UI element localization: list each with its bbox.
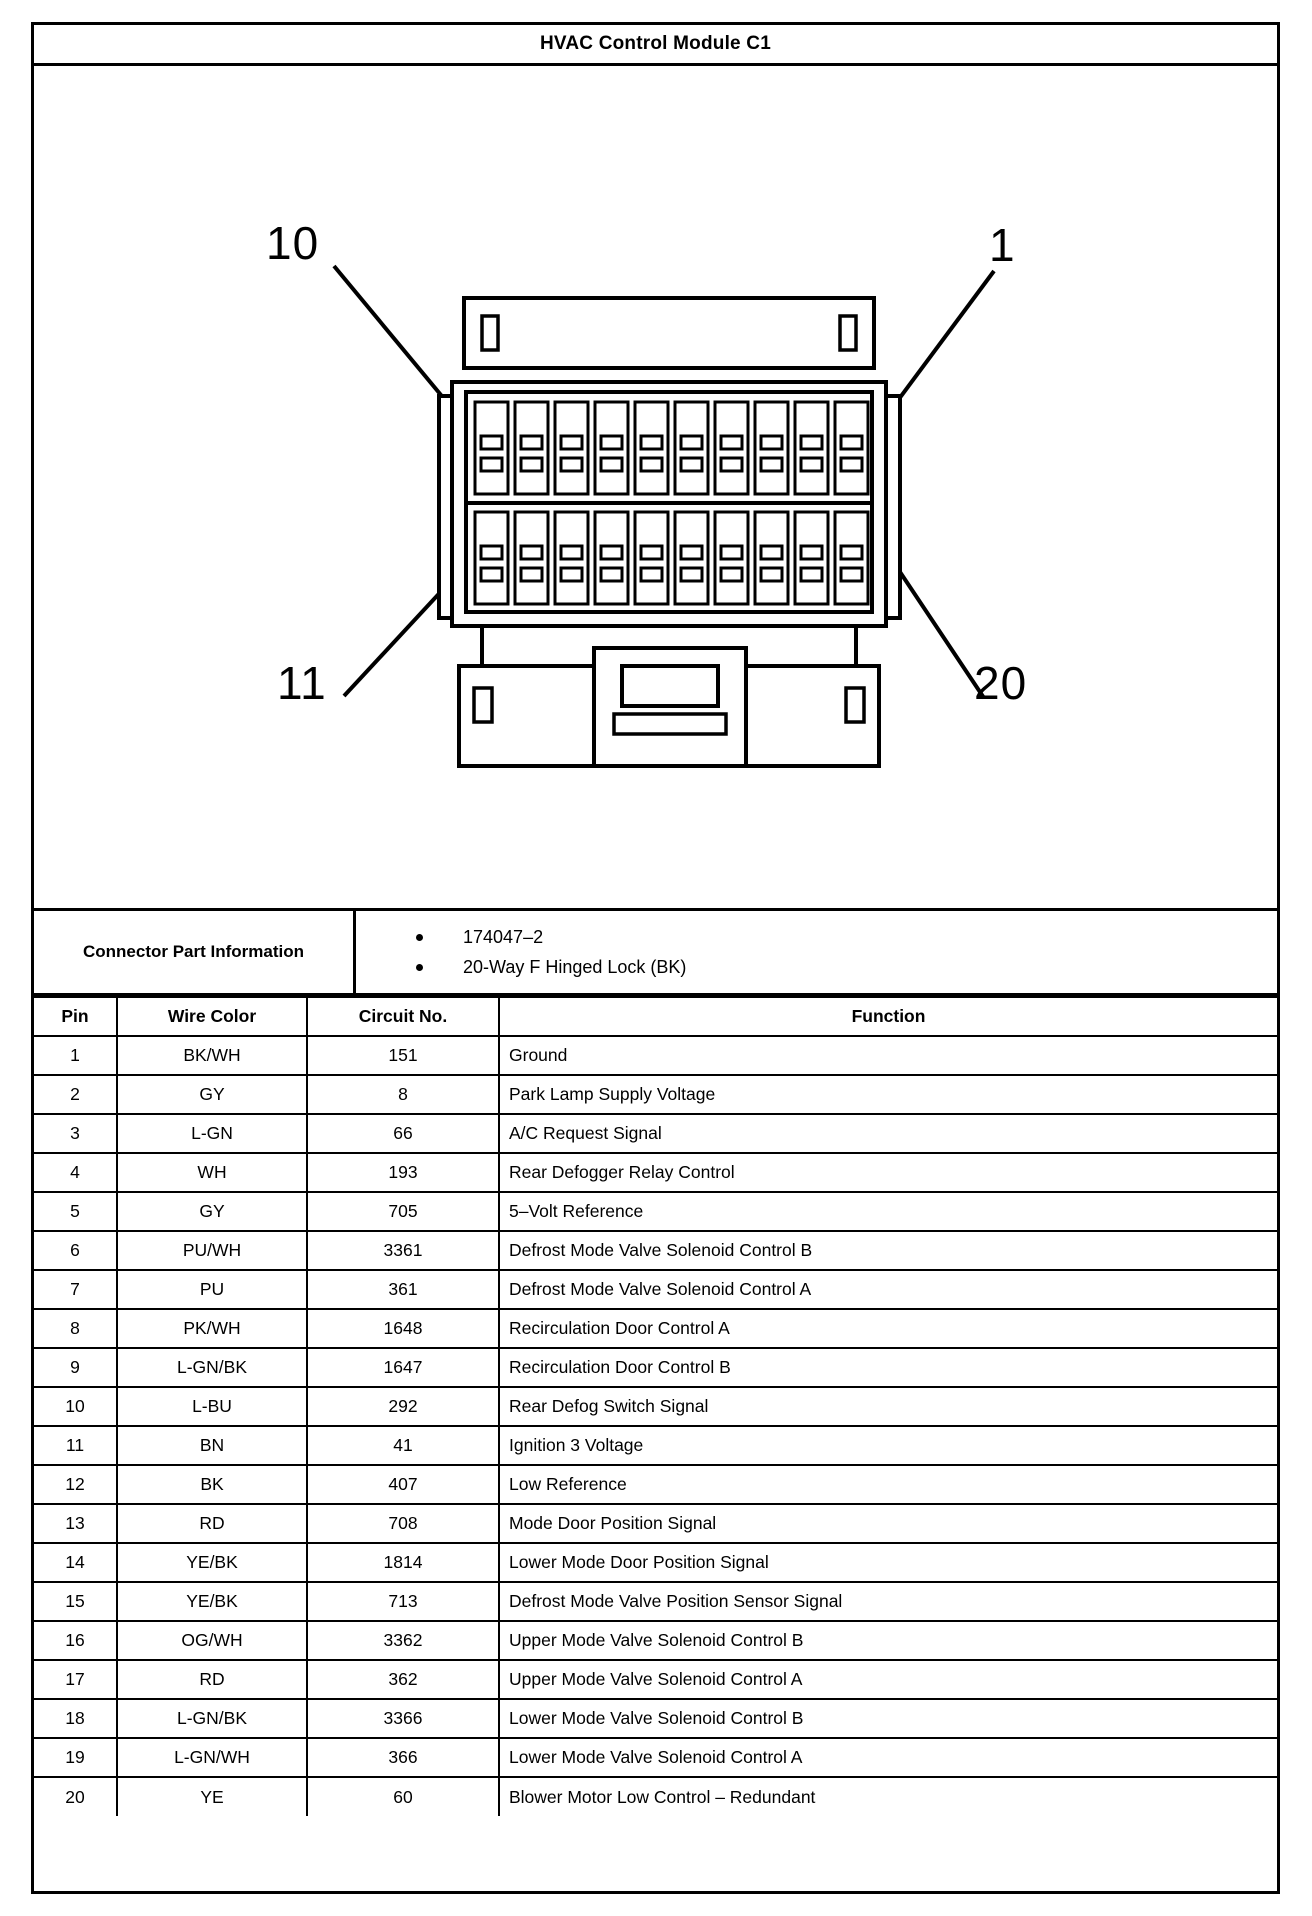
cell-function: Defrost Mode Valve Solenoid Control B (499, 1231, 1277, 1270)
cell-function: A/C Request Signal (499, 1114, 1277, 1153)
cell-function: Blower Motor Low Control – Redundant (499, 1777, 1277, 1816)
bullet-icon (416, 964, 423, 971)
cell-wire-color: PU (117, 1270, 307, 1309)
cell-function: Low Reference (499, 1465, 1277, 1504)
cell-function: Lower Mode Valve Solenoid Control B (499, 1699, 1277, 1738)
cell-function: Lower Mode Valve Solenoid Control A (499, 1738, 1277, 1777)
cell-circuit: 3362 (307, 1621, 499, 1660)
connector-part-information-list (356, 911, 1277, 993)
cell-wire-color: PU/WH (117, 1231, 307, 1270)
cell-circuit: 66 (307, 1114, 499, 1153)
table-row (34, 1543, 1277, 1582)
cell-pin: 1 (34, 1036, 117, 1075)
cell-function: Mode Door Position Signal (499, 1504, 1277, 1543)
cell-wire-color: BN (117, 1426, 307, 1465)
table-row (34, 1192, 1277, 1231)
column-header-wire-color: Wire Color (117, 997, 307, 1036)
cell-wire-color: WH (117, 1153, 307, 1192)
page-title-text: HVAC Control Module C1 (540, 33, 771, 54)
cell-pin: 2 (34, 1075, 117, 1114)
callout-pin-11: 11 (277, 657, 327, 709)
cell-circuit: 713 (307, 1582, 499, 1621)
cell-function: Ground (499, 1036, 1277, 1075)
cell-wire-color: RD (117, 1504, 307, 1543)
cell-circuit: 361 (307, 1270, 499, 1309)
cell-pin: 19 (34, 1738, 117, 1777)
cell-circuit: 8 (307, 1075, 499, 1114)
cell-circuit: 407 (307, 1465, 499, 1504)
cell-pin: 4 (34, 1153, 117, 1192)
callout-pin-10: 10 (266, 217, 320, 269)
cell-function: Rear Defogger Relay Control (499, 1153, 1277, 1192)
cell-circuit: 362 (307, 1660, 499, 1699)
cell-pin: 13 (34, 1504, 117, 1543)
table-row (34, 1387, 1277, 1426)
cell-wire-color: YE (117, 1777, 307, 1816)
table-row (34, 1504, 1277, 1543)
cell-circuit: 60 (307, 1777, 499, 1816)
column-header-function: Function (499, 997, 1277, 1036)
cell-wire-color: L-BU (117, 1387, 307, 1426)
cell-wire-color: L-GN (117, 1114, 307, 1153)
part-number-text: 174047–2 (463, 927, 544, 947)
cell-pin: 6 (34, 1231, 117, 1270)
cell-wire-color: L-GN/BK (117, 1348, 307, 1387)
table-row (34, 1348, 1277, 1387)
connector-part-information-label: Connector Part Information (34, 911, 356, 993)
cell-wire-color: GY (117, 1075, 307, 1114)
cell-pin: 8 (34, 1309, 117, 1348)
callout-pin-20: 20 (974, 657, 1028, 709)
connector-part-information (34, 911, 1277, 996)
cell-pin: 9 (34, 1348, 117, 1387)
cell-function: Rear Defog Switch Signal (499, 1387, 1277, 1426)
list-item (416, 952, 1277, 982)
cell-function: Park Lamp Supply Voltage (499, 1075, 1277, 1114)
cell-pin: 16 (34, 1621, 117, 1660)
cell-wire-color: BK (117, 1465, 307, 1504)
cell-circuit: 1647 (307, 1348, 499, 1387)
cell-function: Upper Mode Valve Solenoid Control B (499, 1621, 1277, 1660)
table-row (34, 1075, 1277, 1114)
cell-circuit: 1648 (307, 1309, 499, 1348)
cell-wire-color: L-GN/BK (117, 1699, 307, 1738)
cell-circuit: 292 (307, 1387, 499, 1426)
cell-pin: 20 (34, 1777, 117, 1816)
cell-pin: 17 (34, 1660, 117, 1699)
cell-pin: 12 (34, 1465, 117, 1504)
cell-wire-color: BK/WH (117, 1036, 307, 1075)
column-header-pin: Pin (34, 997, 117, 1036)
table-row (34, 1621, 1277, 1660)
cell-wire-color: GY (117, 1192, 307, 1231)
cell-wire-color: OG/WH (117, 1621, 307, 1660)
connector-drawing (34, 66, 1277, 908)
pin-table (34, 996, 1277, 1816)
table-row (34, 1231, 1277, 1270)
cell-circuit: 151 (307, 1036, 499, 1075)
column-header-circuit-no: Circuit No. (307, 997, 499, 1036)
table-header-row (34, 997, 1277, 1036)
diagram-sheet (31, 22, 1280, 1894)
callout-pin-1: 1 (989, 219, 1016, 271)
cell-function: Recirculation Door Control A (499, 1309, 1277, 1348)
part-description-text: 20-Way F Hinged Lock (BK) (463, 957, 687, 977)
cell-function: Recirculation Door Control B (499, 1348, 1277, 1387)
cell-function: Lower Mode Door Position Signal (499, 1543, 1277, 1582)
table-row (34, 1153, 1277, 1192)
cell-circuit: 193 (307, 1153, 499, 1192)
cell-wire-color: L-GN/WH (117, 1738, 307, 1777)
table-row (34, 1738, 1277, 1777)
table-row (34, 1582, 1277, 1621)
cell-circuit: 1814 (307, 1543, 499, 1582)
cell-wire-color: YE/BK (117, 1543, 307, 1582)
page-title (34, 25, 1277, 66)
table-row (34, 1699, 1277, 1738)
cell-circuit: 41 (307, 1426, 499, 1465)
cell-pin: 14 (34, 1543, 117, 1582)
connector-illustration (34, 66, 1277, 911)
cell-pin: 10 (34, 1387, 117, 1426)
table-row (34, 1309, 1277, 1348)
table-row (34, 1777, 1277, 1816)
cell-pin: 5 (34, 1192, 117, 1231)
cell-function: 5–Volt Reference (499, 1192, 1277, 1231)
cell-function: Ignition 3 Voltage (499, 1426, 1277, 1465)
cell-wire-color: YE/BK (117, 1582, 307, 1621)
table-row (34, 1036, 1277, 1075)
cell-wire-color: RD (117, 1660, 307, 1699)
cell-function: Defrost Mode Valve Position Sensor Signal (499, 1582, 1277, 1621)
table-row (34, 1465, 1277, 1504)
table-row (34, 1660, 1277, 1699)
cell-pin: 7 (34, 1270, 117, 1309)
cell-circuit: 3366 (307, 1699, 499, 1738)
cell-wire-color: PK/WH (117, 1309, 307, 1348)
cell-circuit: 3361 (307, 1231, 499, 1270)
cell-pin: 3 (34, 1114, 117, 1153)
cell-circuit: 366 (307, 1738, 499, 1777)
table-row (34, 1114, 1277, 1153)
bullet-icon (416, 934, 423, 941)
table-row (34, 1270, 1277, 1309)
cell-pin: 15 (34, 1582, 117, 1621)
cell-function: Upper Mode Valve Solenoid Control A (499, 1660, 1277, 1699)
cell-pin: 11 (34, 1426, 117, 1465)
cell-circuit: 708 (307, 1504, 499, 1543)
list-item (416, 922, 1277, 952)
cell-circuit: 705 (307, 1192, 499, 1231)
table-row (34, 1426, 1277, 1465)
cell-function: Defrost Mode Valve Solenoid Control A (499, 1270, 1277, 1309)
cell-pin: 18 (34, 1699, 117, 1738)
